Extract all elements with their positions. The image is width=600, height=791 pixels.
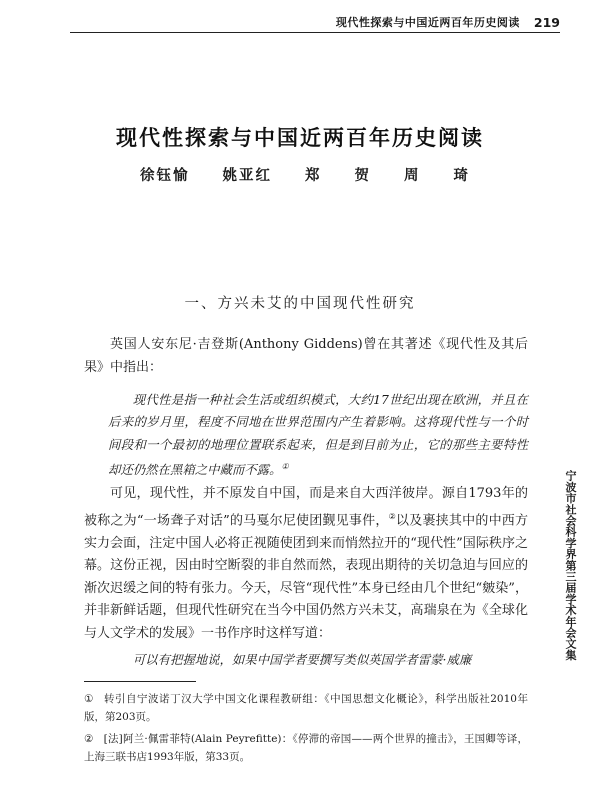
vertical-spine-text: 宁波市社会科学界第三届学术年会文集 <box>564 470 577 661</box>
author-name: 琦 <box>453 167 470 184</box>
running-header-title: 现代性探索与中国近两百年历史阅读 <box>335 16 520 29</box>
footnote-2-mark: ② <box>84 733 94 745</box>
author-name: 徐钰愉 <box>140 167 190 184</box>
footnote-1-text: 转引自宁波诺丁汉大学中国文化课程教研组：《中国思想文化概论》，科学出版社2010年版，第203页。 <box>84 693 528 723</box>
block-quote-1 <box>108 389 528 482</box>
footnote-2 <box>84 730 528 766</box>
author-name: 贺 <box>354 167 371 184</box>
section-heading: 一、方兴未艾的中国现代性研究 <box>184 296 416 312</box>
footnote-1 <box>84 690 528 726</box>
author-list <box>140 164 470 185</box>
footnote-2-text: [法]阿兰·佩雷菲特(Alain Peyrefitte)：《停滞的帝国——两个世界的撞击》，王国卿等译，上海三联书店1993年版，第33页。 <box>84 733 528 763</box>
author-name: 周 <box>404 167 421 184</box>
body-paragraph-1: 英国人安东尼·吉登斯(Anthony Giddens)曾在其著述《现代性及其后果》中指出： <box>84 337 528 375</box>
body-paragraph-2 <box>84 483 528 645</box>
author-name: 郑 <box>305 167 322 184</box>
footnote-divider <box>84 681 196 682</box>
page-number: 219 <box>533 15 560 30</box>
author-name: 姚亚红 <box>222 167 272 184</box>
body-paragraph-2-part-a: 可见，现代性，并不原发自中国，而是来自大西洋彼岸。源自1793年的被称之为“一场聋子对话”的马戛尔尼使团觐见事件， <box>84 486 528 528</box>
body-paragraph-2-part-b: 以及裹挟其中的中西方实力会面，注定中国人必将正视随使团到来而悄然拉开的“现代性”国际秩序之幕。这份正视，因由时空断裂的非自然而然，表现出期待的关切急迫与回应的渐次迟缓之间的特有张力。今天，尽管“现代性”本身已经由几个世纪“皴染”，并非新鲜话题，但现代性研究在当今中国仍然方兴未艾，高瑞泉在为《全球化与人文学术的发展》一书作序时这样写道： <box>84 512 529 641</box>
footnote-1-mark: ① <box>84 693 94 705</box>
article-title: 现代性探索与中国近两百年历史阅读 <box>116 125 484 150</box>
block-quote-2: 可以有把握地说，如果中国学者要撰写类似英国学者雷蒙·威廉 <box>132 652 472 667</box>
footnote-ref-1[interactable]: ① <box>281 462 289 472</box>
running-header <box>70 8 560 33</box>
footnote-ref-2[interactable]: ② <box>388 511 397 521</box>
block-quote-1-text: 现代性是指一种社会生活或组织模式，大约17世纪出现在欧洲，并且在后来的岁月里，程度不同地在世界范围内产生着影响。这将现代性与一个时间段和一个最初的地理位置联系起来，但是到目前为止，它的那些主要特性却还仍然在黑箱之中藏而不露。 <box>108 392 528 478</box>
